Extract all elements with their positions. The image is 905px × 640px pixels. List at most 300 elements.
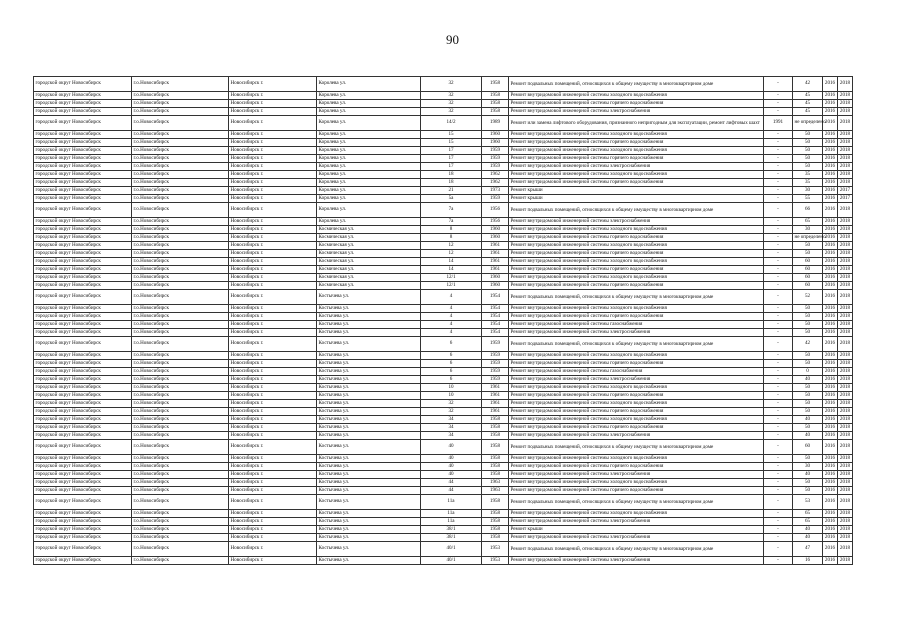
- municipality-cell: городской округ Новосибирск: [34, 282, 132, 290]
- year-built-cell: 1961: [482, 392, 509, 400]
- wear-percent-cell: 50: [793, 360, 823, 368]
- wear-percent-cell: 65: [793, 218, 823, 226]
- plan-end-year-cell: 2018: [838, 432, 853, 440]
- district-cell: г.о.Новосибирск: [132, 495, 229, 510]
- street-cell: Костычева ул.: [317, 392, 421, 400]
- district-cell: г.о.Новосибирск: [132, 266, 229, 274]
- plan-end-year-cell: 2018: [838, 139, 853, 147]
- year-built-cell: 1963: [482, 487, 509, 495]
- year-built-cell: 1959: [482, 147, 509, 155]
- table-row: [34, 526, 853, 534]
- street-cell: Костычева ул.: [317, 416, 421, 424]
- plan-start-year-cell: 2016: [823, 305, 838, 313]
- work-type-cell: Ремонт внутридомовой инженерной системы газоснабжения: [509, 368, 764, 376]
- plan-start-year-cell: 2016: [823, 510, 838, 518]
- house-number-cell: 40: [421, 455, 482, 463]
- house-number-cell: 40/1: [421, 557, 482, 565]
- municipality-cell: городской округ Новосибирск: [34, 226, 132, 234]
- last-repair-year-cell: -: [764, 384, 793, 392]
- city-cell: Новосибирск г.: [229, 440, 317, 455]
- city-cell: Новосибирск г.: [229, 526, 317, 534]
- city-cell: Новосибирск г.: [229, 557, 317, 565]
- work-type-cell: Ремонт подвальных помещений, относящихся к общему имуществу в многоквартирном доме: [509, 440, 764, 455]
- municipality-cell: городской округ Новосибирск: [34, 526, 132, 534]
- plan-end-year-cell: 2018: [838, 518, 853, 526]
- plan-start-year-cell: 2016: [823, 258, 838, 266]
- work-type-cell: Ремонт внутридомовой инженерной системы холодного водоснабжения: [509, 400, 764, 408]
- table-row: [34, 400, 853, 408]
- table-row: [34, 203, 853, 218]
- wear-percent-cell: 50: [793, 163, 823, 171]
- year-built-cell: 1959: [482, 352, 509, 360]
- district-cell: г.о.Новосибирск: [132, 139, 229, 147]
- wear-percent-cell: 45: [793, 92, 823, 100]
- plan-end-year-cell: 2018: [838, 218, 853, 226]
- year-built-cell: 1958: [482, 495, 509, 510]
- plan-start-year-cell: 2016: [823, 526, 838, 534]
- street-cell: Королева ул.: [317, 92, 421, 100]
- street-cell: Костычева ул.: [317, 368, 421, 376]
- last-repair-year-cell: -: [764, 440, 793, 455]
- city-cell: Новосибирск г.: [229, 282, 317, 290]
- street-cell: Костычева ул.: [317, 518, 421, 526]
- district-cell: г.о.Новосибирск: [132, 203, 229, 218]
- city-cell: Новосибирск г.: [229, 147, 317, 155]
- wear-percent-cell: 50: [793, 424, 823, 432]
- work-type-cell: Ремонт внутридомовой инженерной системы горячего водоснабжения: [509, 282, 764, 290]
- plan-end-year-cell: 2018: [838, 368, 853, 376]
- work-type-cell: Ремонт внутридомовой инженерной системы электроснабжения: [509, 534, 764, 542]
- street-cell: Королева ул.: [317, 187, 421, 195]
- municipality-cell: городской округ Новосибирск: [34, 440, 132, 455]
- city-cell: Новосибирск г.: [229, 424, 317, 432]
- wear-percent-cell: 45: [793, 108, 823, 116]
- last-repair-year-cell: -: [764, 518, 793, 526]
- wear-percent-cell: 0: [793, 368, 823, 376]
- street-cell: Костычева ул.: [317, 408, 421, 416]
- district-cell: г.о.Новосибирск: [132, 305, 229, 313]
- table-row: [34, 432, 853, 440]
- house-number-cell: 40: [421, 471, 482, 479]
- year-built-cell: 1958: [482, 455, 509, 463]
- district-cell: г.о.Новосибирск: [132, 131, 229, 139]
- wear-percent-cell: 50: [793, 242, 823, 250]
- house-number-cell: 34: [421, 424, 482, 432]
- work-type-cell: Ремонт внутридомовой инженерной системы холодного водоснабжения: [509, 92, 764, 100]
- last-repair-year-cell: -: [764, 526, 793, 534]
- year-built-cell: 1961: [482, 384, 509, 392]
- district-cell: г.о.Новосибирск: [132, 408, 229, 416]
- city-cell: Новосибирск г.: [229, 131, 317, 139]
- plan-end-year-cell: 2018: [838, 384, 853, 392]
- last-repair-year-cell: -: [764, 234, 793, 242]
- wear-percent-cell: 50: [793, 487, 823, 495]
- wear-percent-cell: 50: [793, 139, 823, 147]
- year-built-cell: 1958: [482, 424, 509, 432]
- year-built-cell: 1958: [482, 526, 509, 534]
- work-type-cell: Ремонт внутридомовой инженерной системы горячего водоснабжения: [509, 139, 764, 147]
- work-type-cell: Ремонт внутридомовой инженерной системы горячего водоснабжения: [509, 360, 764, 368]
- municipality-cell: городской округ Новосибирск: [34, 195, 132, 203]
- table-row: [34, 337, 853, 352]
- district-cell: г.о.Новосибирск: [132, 163, 229, 171]
- last-repair-year-cell: -: [764, 337, 793, 352]
- plan-end-year-cell: 2018: [838, 510, 853, 518]
- street-cell: Костычева ул.: [317, 487, 421, 495]
- plan-start-year-cell: 2016: [823, 179, 838, 187]
- city-cell: Новосибирск г.: [229, 139, 317, 147]
- district-cell: г.о.Новосибирск: [132, 416, 229, 424]
- last-repair-year-cell: -: [764, 250, 793, 258]
- year-built-cell: 1958: [482, 534, 509, 542]
- work-type-cell: Ремонт внутридомовой инженерной системы горячего водоснабжения: [509, 100, 764, 108]
- wear-percent-cell: 50: [793, 305, 823, 313]
- plan-end-year-cell: 2018: [838, 360, 853, 368]
- street-cell: Космическая ул.: [317, 242, 421, 250]
- wear-percent-cell: 50: [793, 455, 823, 463]
- wear-percent-cell: 53: [793, 495, 823, 510]
- street-cell: Костычева ул.: [317, 305, 421, 313]
- plan-end-year-cell: 2018: [838, 171, 853, 179]
- year-built-cell: 1959: [482, 163, 509, 171]
- city-cell: Новосибирск г.: [229, 92, 317, 100]
- work-type-cell: Ремонт внутридомовой инженерной системы горячего водоснабжения: [509, 408, 764, 416]
- city-cell: Новосибирск г.: [229, 218, 317, 226]
- work-type-cell: Ремонт внутридомовой инженерной системы горячего водоснабжения: [509, 424, 764, 432]
- municipality-cell: городской округ Новосибирск: [34, 400, 132, 408]
- house-number-cell: 12/1: [421, 274, 482, 282]
- plan-start-year-cell: 2016: [823, 518, 838, 526]
- municipality-cell: городской округ Новосибирск: [34, 368, 132, 376]
- street-cell: Костычева ул.: [317, 313, 421, 321]
- year-built-cell: 1960: [482, 234, 509, 242]
- street-cell: Костычева ул.: [317, 542, 421, 557]
- work-type-cell: Ремонт крыши: [509, 187, 764, 195]
- house-number-cell: 12: [421, 250, 482, 258]
- work-type-cell: Ремонт внутридомовой инженерной системы горячего водоснабжения: [509, 179, 764, 187]
- year-built-cell: 1963: [482, 479, 509, 487]
- municipality-cell: городской округ Новосибирск: [34, 534, 132, 542]
- district-cell: г.о.Новосибирск: [132, 321, 229, 329]
- work-type-cell: Ремонт внутридомовой инженерной системы электроснабжения: [509, 471, 764, 479]
- plan-end-year-cell: 2018: [838, 100, 853, 108]
- street-cell: Костычева ул.: [317, 510, 421, 518]
- city-cell: Новосибирск г.: [229, 368, 317, 376]
- city-cell: Новосибирск г.: [229, 352, 317, 360]
- municipality-cell: городской округ Новосибирск: [34, 290, 132, 305]
- plan-start-year-cell: 2016: [823, 463, 838, 471]
- city-cell: Новосибирск г.: [229, 187, 317, 195]
- house-number-cell: 4: [421, 329, 482, 337]
- work-type-cell: Ремонт внутридомовой инженерной системы холодного водоснабжения: [509, 416, 764, 424]
- table-row: [34, 542, 853, 557]
- plan-start-year-cell: 2016: [823, 360, 838, 368]
- street-cell: Космическая ул.: [317, 274, 421, 282]
- municipality-cell: городской округ Новосибирск: [34, 518, 132, 526]
- last-repair-year-cell: -: [764, 487, 793, 495]
- table-row: [34, 195, 853, 203]
- table-row: [34, 557, 853, 565]
- municipality-cell: городской округ Новосибирск: [34, 495, 132, 510]
- house-number-cell: 4: [421, 290, 482, 305]
- municipality-cell: городской округ Новосибирск: [34, 329, 132, 337]
- district-cell: г.о.Новосибирск: [132, 432, 229, 440]
- table-row: [34, 463, 853, 471]
- table-row: [34, 258, 853, 266]
- district-cell: г.о.Новосибирск: [132, 360, 229, 368]
- street-cell: Королева ул.: [317, 179, 421, 187]
- district-cell: г.о.Новосибирск: [132, 463, 229, 471]
- district-cell: г.о.Новосибирск: [132, 274, 229, 282]
- street-cell: Королева ул.: [317, 116, 421, 131]
- wear-percent-cell: 40: [793, 376, 823, 384]
- district-cell: г.о.Новосибирск: [132, 329, 229, 337]
- plan-start-year-cell: 2016: [823, 321, 838, 329]
- house-number-cell: 5а: [421, 195, 482, 203]
- wear-percent-cell: 50: [793, 313, 823, 321]
- plan-start-year-cell: 2016: [823, 542, 838, 557]
- plan-end-year-cell: 2018: [838, 392, 853, 400]
- last-repair-year-cell: -: [764, 329, 793, 337]
- year-built-cell: 1956: [482, 203, 509, 218]
- district-cell: г.о.Новосибирск: [132, 108, 229, 116]
- last-repair-year-cell: 1991: [764, 116, 793, 131]
- work-type-cell: Ремонт внутридомовой инженерной системы электроснабжения: [509, 557, 764, 565]
- wear-percent-cell: 60: [793, 274, 823, 282]
- wear-percent-cell: 50: [793, 479, 823, 487]
- plan-start-year-cell: 2016: [823, 337, 838, 352]
- plan-end-year-cell: 2018: [838, 282, 853, 290]
- work-type-cell: Ремонт внутридомовой инженерной системы горячего водоснабжения: [509, 487, 764, 495]
- city-cell: Новосибирск г.: [229, 534, 317, 542]
- year-built-cell: 1962: [482, 171, 509, 179]
- district-cell: г.о.Новосибирск: [132, 557, 229, 565]
- year-built-cell: 1958: [482, 463, 509, 471]
- wear-percent-cell: 60: [793, 282, 823, 290]
- last-repair-year-cell: -: [764, 424, 793, 432]
- plan-start-year-cell: 2016: [823, 487, 838, 495]
- house-number-cell: 11а: [421, 518, 482, 526]
- last-repair-year-cell: -: [764, 290, 793, 305]
- wear-percent-cell: 50: [793, 352, 823, 360]
- district-cell: г.о.Новосибирск: [132, 179, 229, 187]
- district-cell: г.о.Новосибирск: [132, 195, 229, 203]
- last-repair-year-cell: -: [764, 495, 793, 510]
- work-type-cell: Ремонт внутридомовой инженерной системы электроснабжения: [509, 376, 764, 384]
- city-cell: Новосибирск г.: [229, 510, 317, 518]
- plan-end-year-cell: 2018: [838, 376, 853, 384]
- last-repair-year-cell: -: [764, 408, 793, 416]
- district-cell: г.о.Новосибирск: [132, 440, 229, 455]
- work-type-cell: Ремонт внутридомовой инженерной системы горячего водоснабжения: [509, 234, 764, 242]
- house-number-cell: 12/1: [421, 282, 482, 290]
- plan-start-year-cell: 2016: [823, 139, 838, 147]
- city-cell: Новосибирск г.: [229, 392, 317, 400]
- city-cell: Новосибирск г.: [229, 487, 317, 495]
- table-row: [34, 368, 853, 376]
- plan-end-year-cell: 2017: [838, 187, 853, 195]
- last-repair-year-cell: -: [764, 432, 793, 440]
- city-cell: Новосибирск г.: [229, 250, 317, 258]
- work-type-cell: Ремонт внутридомовой инженерной системы холодного водоснабжения: [509, 384, 764, 392]
- plan-end-year-cell: 2018: [838, 155, 853, 163]
- table-row: [34, 518, 853, 526]
- wear-percent-cell: 35: [793, 171, 823, 179]
- table-row: [34, 352, 853, 360]
- table-row: [34, 329, 853, 337]
- year-built-cell: 1959: [482, 337, 509, 352]
- city-cell: Новосибирск г.: [229, 384, 317, 392]
- municipality-cell: городской округ Новосибирск: [34, 392, 132, 400]
- last-repair-year-cell: -: [764, 139, 793, 147]
- city-cell: Новосибирск г.: [229, 376, 317, 384]
- plan-end-year-cell: 2018: [838, 163, 853, 171]
- last-repair-year-cell: -: [764, 313, 793, 321]
- plan-start-year-cell: 2016: [823, 392, 838, 400]
- district-cell: г.о.Новосибирск: [132, 376, 229, 384]
- house-number-cell: 38/1: [421, 526, 482, 534]
- street-cell: Костычева ул.: [317, 479, 421, 487]
- table-row: [34, 274, 853, 282]
- house-number-cell: 4: [421, 313, 482, 321]
- district-cell: г.о.Новосибирск: [132, 455, 229, 463]
- table-row: [34, 384, 853, 392]
- municipality-cell: городской округ Новосибирск: [34, 100, 132, 108]
- house-number-cell: 21: [421, 187, 482, 195]
- district-cell: г.о.Новосибирск: [132, 226, 229, 234]
- year-built-cell: 1960: [482, 139, 509, 147]
- house-number-cell: 7а: [421, 203, 482, 218]
- table-row: [34, 471, 853, 479]
- plan-end-year-cell: 2018: [838, 455, 853, 463]
- plan-start-year-cell: 2016: [823, 195, 838, 203]
- plan-start-year-cell: 2016: [823, 384, 838, 392]
- plan-start-year-cell: 2016: [823, 234, 838, 242]
- city-cell: Новосибирск г.: [229, 226, 317, 234]
- house-number-cell: 32: [421, 408, 482, 416]
- work-type-cell: Ремонт внутридомовой инженерной системы горячего водоснабжения: [509, 250, 764, 258]
- year-built-cell: 1954: [482, 321, 509, 329]
- last-repair-year-cell: -: [764, 463, 793, 471]
- work-type-cell: Ремонт внутридомовой инженерной системы горячего водоснабжения: [509, 392, 764, 400]
- house-number-cell: 40: [421, 463, 482, 471]
- street-cell: Костычева ул.: [317, 463, 421, 471]
- year-built-cell: 1958: [482, 518, 509, 526]
- plan-start-year-cell: 2016: [823, 266, 838, 274]
- last-repair-year-cell: -: [764, 392, 793, 400]
- last-repair-year-cell: -: [764, 376, 793, 384]
- plan-start-year-cell: 2016: [823, 440, 838, 455]
- house-number-cell: 14/2: [421, 116, 482, 131]
- work-type-cell: Ремонт подвальных помещений, относящихся к общему имуществу в многоквартирном доме: [509, 77, 764, 92]
- year-built-cell: 1961: [482, 250, 509, 258]
- wear-percent-cell: 40: [793, 526, 823, 534]
- wear-percent-cell: 45: [793, 100, 823, 108]
- house-number-cell: 17: [421, 155, 482, 163]
- work-type-cell: Ремонт внутридомовой инженерной системы электроснабжения: [509, 108, 764, 116]
- year-built-cell: 1960: [482, 131, 509, 139]
- house-number-cell: 10: [421, 392, 482, 400]
- work-type-cell: Ремонт внутридомовой инженерной системы электроснабжения: [509, 432, 764, 440]
- last-repair-year-cell: -: [764, 171, 793, 179]
- work-type-cell: Ремонт внутридомовой инженерной системы холодного водоснабжения: [509, 510, 764, 518]
- house-number-cell: 38/1: [421, 534, 482, 542]
- street-cell: Костычева ул.: [317, 440, 421, 455]
- plan-end-year-cell: 2018: [838, 313, 853, 321]
- work-type-cell: Ремонт крыши: [509, 195, 764, 203]
- last-repair-year-cell: -: [764, 282, 793, 290]
- municipality-cell: городской округ Новосибирск: [34, 557, 132, 565]
- municipality-cell: городской округ Новосибирск: [34, 463, 132, 471]
- table-row: [34, 282, 853, 290]
- plan-start-year-cell: 2016: [823, 282, 838, 290]
- plan-end-year-cell: 2018: [838, 290, 853, 305]
- city-cell: Новосибирск г.: [229, 479, 317, 487]
- plan-start-year-cell: 2016: [823, 408, 838, 416]
- plan-end-year-cell: 2018: [838, 329, 853, 337]
- plan-end-year-cell: 2018: [838, 400, 853, 408]
- city-cell: Новосибирск г.: [229, 408, 317, 416]
- municipality-cell: городской округ Новосибирск: [34, 455, 132, 463]
- table-row: [34, 360, 853, 368]
- last-repair-year-cell: -: [764, 479, 793, 487]
- house-number-cell: 18: [421, 179, 482, 187]
- plan-end-year-cell: 2018: [838, 534, 853, 542]
- street-cell: Космическая ул.: [317, 258, 421, 266]
- plan-start-year-cell: 2016: [823, 203, 838, 218]
- street-cell: Королева ул.: [317, 139, 421, 147]
- work-type-cell: Ремонт внутридомовой инженерной системы электроснабжения: [509, 218, 764, 226]
- year-built-cell: 1989: [482, 116, 509, 131]
- municipality-cell: городской округ Новосибирск: [34, 487, 132, 495]
- city-cell: Новосибирск г.: [229, 77, 317, 92]
- street-cell: Костычева ул.: [317, 400, 421, 408]
- plan-start-year-cell: 2016: [823, 400, 838, 408]
- table-row: [34, 139, 853, 147]
- district-cell: г.о.Новосибирск: [132, 171, 229, 179]
- municipality-cell: городской округ Новосибирск: [34, 321, 132, 329]
- street-cell: Королева ул.: [317, 147, 421, 155]
- district-cell: г.о.Новосибирск: [132, 368, 229, 376]
- year-built-cell: 1958: [482, 108, 509, 116]
- plan-start-year-cell: 2016: [823, 187, 838, 195]
- wear-percent-cell: 50: [793, 329, 823, 337]
- municipality-cell: городской округ Новосибирск: [34, 424, 132, 432]
- last-repair-year-cell: -: [764, 242, 793, 250]
- house-number-cell: 32: [421, 92, 482, 100]
- city-cell: Новосибирск г.: [229, 155, 317, 163]
- plan-end-year-cell: 2018: [838, 147, 853, 155]
- wear-percent-cell: 40: [793, 432, 823, 440]
- plan-start-year-cell: 2016: [823, 147, 838, 155]
- house-number-cell: 15: [421, 139, 482, 147]
- work-type-cell: Ремонт внутридомовой инженерной системы холодного водоснабжения: [509, 352, 764, 360]
- plan-end-year-cell: 2018: [838, 274, 853, 282]
- street-cell: Королева ул.: [317, 131, 421, 139]
- house-number-cell: 8: [421, 226, 482, 234]
- work-type-cell: Ремонт внутридомовой инженерной системы холодного водоснабжения: [509, 131, 764, 139]
- city-cell: Новосибирск г.: [229, 266, 317, 274]
- municipality-cell: городской округ Новосибирск: [34, 416, 132, 424]
- plan-start-year-cell: 2016: [823, 455, 838, 463]
- house-number-cell: 6: [421, 376, 482, 384]
- municipality-cell: городской округ Новосибирск: [34, 92, 132, 100]
- district-cell: г.о.Новосибирск: [132, 384, 229, 392]
- table-row: [34, 226, 853, 234]
- plan-start-year-cell: 2016: [823, 313, 838, 321]
- plan-start-year-cell: 2016: [823, 218, 838, 226]
- wear-percent-cell: 50: [793, 147, 823, 155]
